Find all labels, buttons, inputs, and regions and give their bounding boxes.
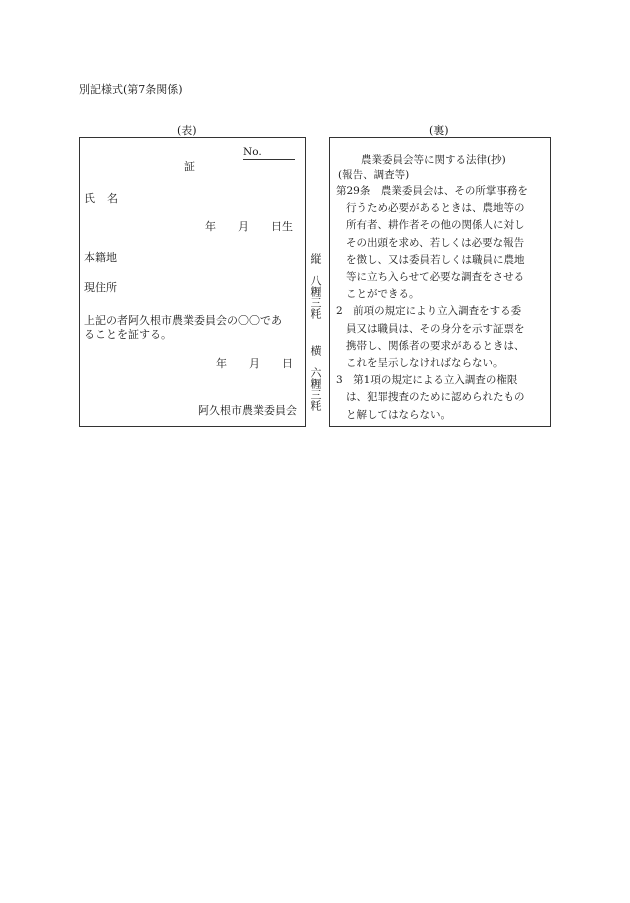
birth-date-line: 年 月 日生 [205, 220, 293, 233]
address-label: 現住所 [84, 281, 117, 294]
size-note-horizontal: 横 六糎三粍 [309, 345, 322, 411]
law-text-line: 所有者、耕作者その他の関係人に対し [346, 219, 525, 232]
number-label: No. [243, 146, 262, 158]
domicile-label: 本籍地 [84, 251, 117, 264]
law-text-line: 携帯し、関係者の要求があるときは、 [346, 339, 525, 352]
size-note-vertical: 縦 八糎三粍 [309, 253, 322, 319]
law-text-line: を徴し、又は委員若しくは職員に農地 [346, 253, 525, 266]
law-text-line: 2 前項の規定により立入調査をする委 [336, 305, 522, 318]
law-text-line: 員又は職員は、その身分を示す証票を [346, 322, 525, 335]
law-text-line: ことができる。 [346, 288, 420, 301]
document-heading: 別記様式(第7条関係) [79, 83, 183, 96]
certification-text-line: ることを証する。 [84, 328, 172, 341]
law-text-line: 3 第1項の規定による立入調査の権限 [336, 374, 518, 387]
law-text-line: これを呈示しなければならない。 [346, 357, 504, 369]
issue-date-line: 年 月 日 [216, 357, 293, 370]
name-label-second: 名 [107, 192, 118, 205]
law-text-line: 第29条 農業委員会は、その所掌事務を [336, 185, 528, 197]
law-subtitle: (報告、調査等) [338, 169, 410, 181]
law-text-line: 行うため必要があるときは、農地等の [346, 202, 525, 215]
law-text-line: 等に立ち入らせて必要な調査をさせる [346, 271, 525, 283]
front-card [79, 137, 306, 427]
law-title: 農業委員会等に関する法律(抄) [361, 154, 506, 166]
front-side-label: (表) [177, 124, 197, 137]
certificate-title: 証 [184, 160, 195, 173]
law-text-line: その出頭を求め、若しくは必要な報告 [346, 236, 525, 249]
back-card [329, 137, 551, 427]
law-text-line: と解してはならない。 [346, 408, 451, 421]
name-label [84, 192, 118, 206]
back-side-label: (裏) [429, 124, 449, 137]
name-label-first: 氏 [84, 192, 95, 205]
law-text-line: は、犯罪捜査のために認められたもの [346, 391, 525, 404]
issuer-name: 阿久根市農業委員会 [198, 404, 297, 417]
number-underline [243, 159, 295, 160]
certification-text-line: 上記の者阿久根市農業委員会の〇〇であ [84, 314, 282, 327]
